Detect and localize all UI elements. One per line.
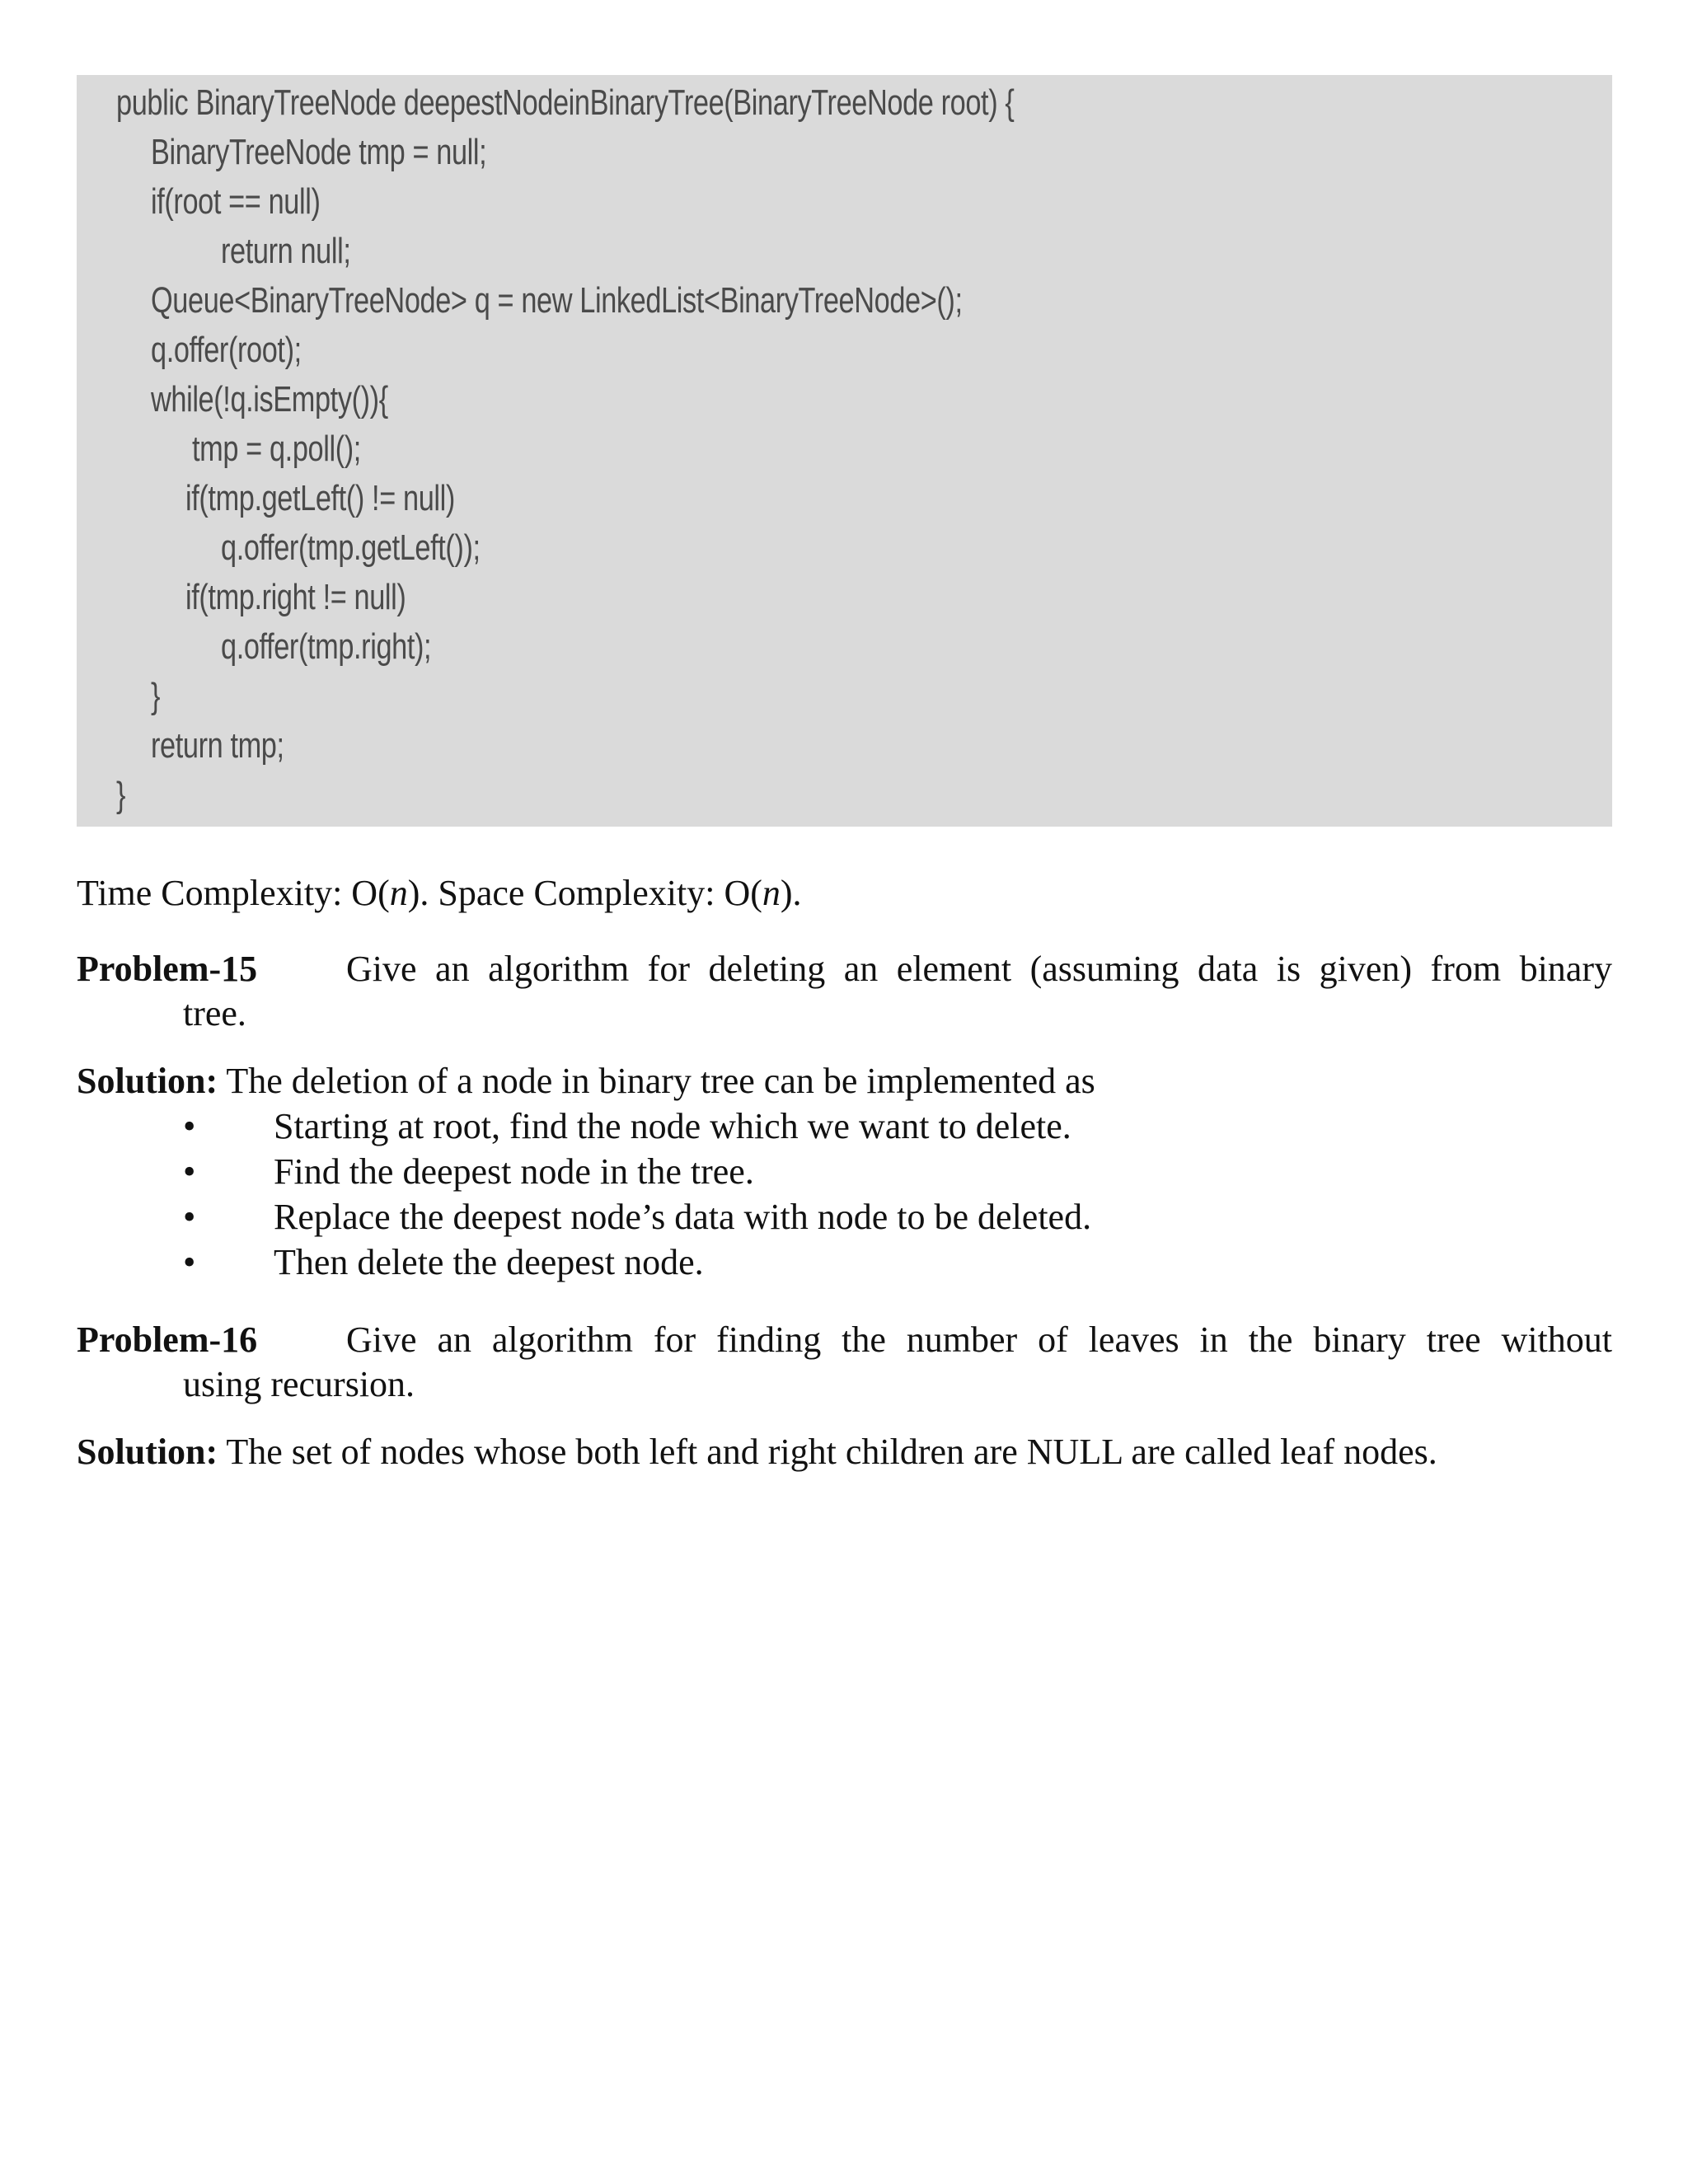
code-line: public BinaryTreeNode deepestNodeinBinaryTree(BinaryTreeNode root) { [116,82,1015,123]
code-line: q.offer(tmp.getLeft()); [221,527,481,568]
code-line: q.offer(tmp.right); [221,626,432,667]
code-line: q.offer(root); [151,330,302,370]
space-complexity-label: ). Space Complexity: O( [407,873,762,913]
bullet-marker: • [183,1106,196,1146]
problem-16-text: Give an algorithm for finding the number of leaves in the binary tree without [346,1319,1612,1360]
problem-16-text-continued: using recursion. [183,1364,415,1404]
code-line: while(!q.isEmpty()){ [151,379,388,419]
space-complexity-variable: n [762,873,781,913]
bullet-marker: • [183,1151,196,1192]
bullet-item: Then delete the deepest node. [274,1242,704,1282]
time-complexity-variable: n [389,873,408,913]
code-line: return tmp; [151,725,284,766]
problem-15-text-continued: tree. [183,993,246,1033]
complexity-statement [77,870,802,916]
solution-16-label: Solution: [77,1432,218,1472]
complexity-end: ). [780,873,802,913]
solution-16-statement [77,1429,1437,1475]
code-line: Queue<BinaryTreeNode> q = new LinkedList<BinaryTreeNode>(); [151,280,963,321]
code-line: if(tmp.getLeft() != null) [185,478,455,518]
code-listing [77,75,1612,827]
solution-15-label: Solution: [77,1061,218,1101]
code-line: return null; [221,231,351,271]
problem-15-text: Give an algorithm for deleting an element (assuming data is given) from binary [346,949,1612,989]
code-line: } [151,676,161,716]
code-line: BinaryTreeNode tmp = null; [151,132,487,172]
code-line: if(tmp.right != null) [185,577,406,617]
bullet-marker: • [183,1197,196,1237]
bullet-item: Find the deepest node in the tree. [274,1151,754,1192]
code-line: if(root == null) [151,181,321,222]
bullet-item: Replace the deepest node’s data with node to be deleted. [274,1197,1092,1237]
time-complexity-label: Time Complexity: O( [77,873,390,913]
code-line: tmp = q.poll(); [192,429,361,469]
solution-16-text: The set of nodes whose both left and right children are NULL are called leaf nodes. [226,1432,1437,1472]
solution-15-text: The deletion of a node in binary tree can be implemented as [226,1061,1095,1101]
problem-16-label: Problem-16 [77,1319,258,1360]
code-line: } [116,775,126,815]
bullet-marker: • [183,1242,196,1282]
bullet-item: Starting at root, find the node which we want to delete. [274,1106,1071,1146]
problem-15-label: Problem-15 [77,949,258,989]
solution-15-intro [77,1058,1095,1104]
